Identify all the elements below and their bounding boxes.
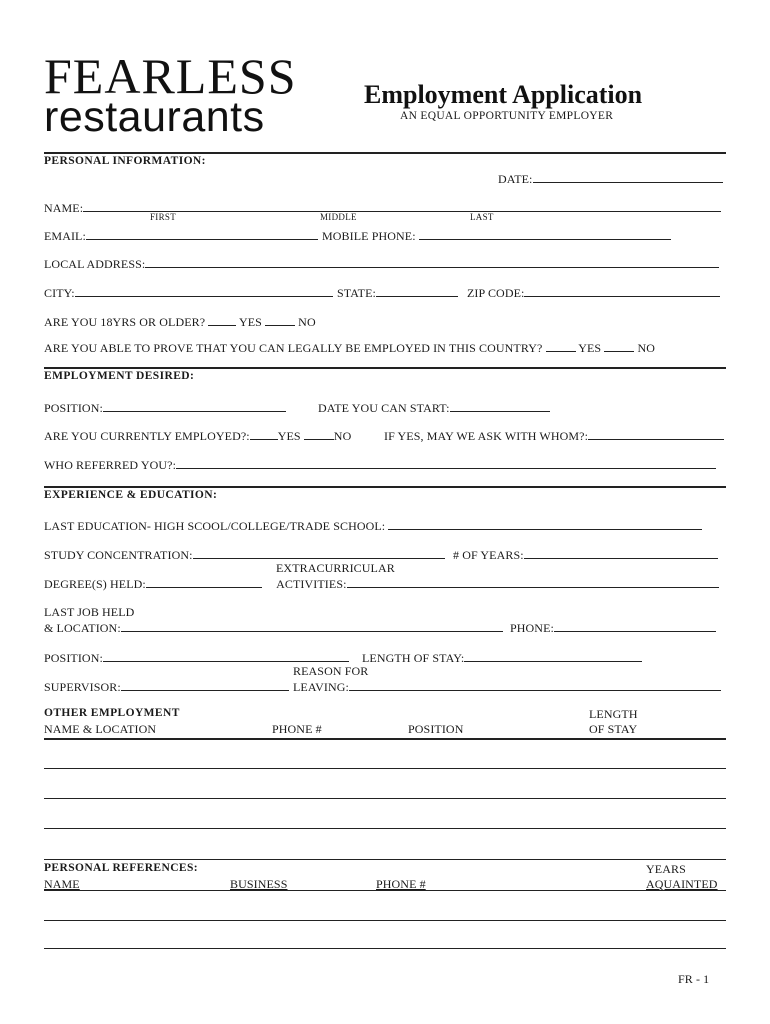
col-length-1: LENGTH (589, 707, 638, 721)
referred-label: WHO REFERRED YOU?: (44, 458, 177, 472)
last-job-phone-label: PHONE: (510, 621, 554, 635)
name-field[interactable] (44, 200, 721, 216)
col-phone: PHONE # (272, 722, 322, 736)
section-other-employment: OTHER EMPLOYMENT (44, 707, 180, 719)
last-position-input[interactable] (103, 650, 349, 662)
age-question-label: ARE YOU 18YRS OR OLDER? (44, 315, 206, 329)
last-job-input[interactable] (121, 620, 503, 632)
city-field[interactable] (44, 285, 333, 301)
whom-input[interactable] (588, 428, 724, 440)
divider (44, 486, 726, 488)
leaving-input[interactable] (349, 679, 721, 691)
last-job-label: LAST JOB HELD (44, 605, 135, 619)
length-stay-input[interactable] (464, 650, 642, 662)
activities-label: ACTIVITIES: (276, 577, 347, 591)
zip-field[interactable] (467, 285, 720, 301)
logo-restaurants: restaurants (44, 93, 265, 141)
last-job-phone-field[interactable] (510, 620, 716, 636)
last-job-location-label: & LOCATION: (44, 621, 121, 635)
reason-label: REASON FOR (293, 664, 369, 678)
state-field[interactable] (337, 285, 458, 301)
age-yes-label: YES (238, 315, 262, 329)
other-employment-row-4[interactable] (44, 859, 726, 860)
state-label: STATE: (337, 286, 376, 300)
whom-label: IF YES, MAY WE ASK WITH WHOM?: (384, 429, 589, 443)
age-yes-blank[interactable] (208, 314, 236, 326)
page-title: Employment Application (364, 80, 643, 109)
ref-col-phone: PHONE # (376, 877, 426, 891)
current-employed-question (44, 428, 351, 444)
other-employment-row-2[interactable] (44, 798, 726, 799)
last-education-field[interactable] (44, 518, 702, 534)
activities-field[interactable] (273, 576, 719, 592)
col-name-location: NAME & LOCATION (44, 722, 157, 736)
supervisor-field[interactable] (44, 679, 289, 695)
activities-input[interactable] (347, 576, 719, 588)
email-input[interactable] (86, 228, 318, 240)
start-date-input[interactable] (450, 400, 550, 412)
col-length-2: OF STAY (589, 722, 638, 736)
last-education-input[interactable] (388, 518, 702, 530)
first-caption: FIRST (150, 212, 177, 222)
city-input[interactable] (75, 285, 333, 297)
current-no-blank[interactable] (304, 428, 334, 440)
state-input[interactable] (376, 285, 458, 297)
mobile-input[interactable] (419, 228, 671, 240)
age-question (44, 314, 316, 330)
divider (44, 152, 726, 154)
length-stay-label: LENGTH OF STAY: (362, 651, 465, 665)
section-experience: EXPERIENCE & EDUCATION: (44, 489, 218, 501)
leaving-field[interactable] (293, 679, 721, 695)
current-yes-label: YES (277, 429, 301, 443)
position-desired-field[interactable] (44, 400, 286, 416)
legal-yes-blank[interactable] (546, 340, 576, 352)
name-input[interactable] (83, 200, 721, 212)
study-input[interactable] (193, 547, 445, 559)
leaving-label: LEAVING: (293, 680, 349, 694)
degree-field[interactable] (44, 576, 262, 592)
legal-yes-label: YES (578, 341, 602, 355)
last-education-label: LAST EDUCATION- HIGH SCOOL/COLLEGE/TRADE SCHOOL: (44, 519, 386, 533)
start-date-field[interactable] (318, 400, 550, 416)
zip-label: ZIP CODE: (467, 286, 525, 300)
age-no-blank[interactable] (265, 314, 295, 326)
ref-col-years-1: YEARS (646, 862, 686, 876)
other-employment-row-1[interactable] (44, 768, 726, 769)
divider (44, 367, 726, 369)
ref-col-years-2: AQUAINTED (646, 877, 718, 891)
mobile-label: MOBILE PHONE: (322, 229, 416, 243)
name-label: NAME: (44, 201, 84, 215)
study-label: STUDY CONCENTRATION: (44, 548, 193, 562)
ref-col-business: BUSINESS (230, 877, 288, 891)
supervisor-input[interactable] (121, 679, 289, 691)
section-employment: EMPLOYMENT DESIRED: (44, 370, 195, 382)
date-field[interactable] (498, 171, 723, 187)
section-references: PERSONAL REFERENCES: (44, 862, 199, 874)
current-yes-blank[interactable] (250, 428, 278, 440)
logo-fearless: FEARLESS (44, 48, 297, 104)
zip-input[interactable] (524, 285, 720, 297)
position-desired-input[interactable] (103, 400, 286, 412)
years-input[interactable] (524, 547, 718, 559)
last-position-label: POSITION: (44, 651, 103, 665)
ref-col-name: NAME (44, 877, 80, 891)
mobile-field[interactable] (322, 228, 671, 244)
page-number: FR - 1 (678, 972, 710, 986)
address-input[interactable] (145, 256, 719, 268)
referred-field[interactable] (44, 457, 716, 473)
reference-row-1[interactable] (44, 920, 726, 921)
date-label: DATE: (498, 172, 533, 186)
middle-caption: MIDDLE (320, 212, 357, 222)
degree-label: DEGREE(S) HELD: (44, 577, 146, 591)
last-job-field[interactable] (44, 620, 503, 636)
referred-input[interactable] (176, 457, 716, 469)
col-position: POSITION (408, 722, 464, 736)
address-label: LOCAL ADDRESS: (44, 257, 146, 271)
years-label: # OF YEARS: (453, 548, 524, 562)
city-label: CITY: (44, 286, 75, 300)
degree-input[interactable] (146, 576, 262, 588)
extracurricular-label: EXTRACURRICULAR (276, 561, 395, 575)
page-subtitle: AN EQUAL OPPORTUNITY EMPLOYER (400, 110, 614, 122)
legal-question-label: ARE YOU ABLE TO PROVE THAT YOU CAN LEGALLY BE EMPLOYED IN THIS COUNTRY? (44, 341, 543, 355)
date-input[interactable] (533, 171, 723, 183)
legal-no-blank[interactable] (604, 340, 634, 352)
last-job-phone-input[interactable] (554, 620, 716, 632)
reference-row-2[interactable] (44, 948, 726, 949)
legal-question (44, 340, 655, 356)
legal-no-label: NO (637, 341, 655, 355)
start-date-label: DATE YOU CAN START: (318, 401, 450, 415)
email-label: EMAIL: (44, 229, 86, 243)
email-field[interactable] (44, 228, 318, 244)
other-employment-row-3[interactable] (44, 828, 726, 829)
age-no-label: NO (298, 315, 316, 329)
whom-field[interactable] (384, 428, 724, 444)
current-employed-label: ARE YOU CURRENTLY EMPLOYED?: (44, 429, 250, 443)
position-desired-label: POSITION: (44, 401, 103, 415)
table-header-rule (44, 738, 726, 740)
last-caption: LAST (470, 212, 494, 222)
years-field[interactable] (453, 547, 718, 563)
section-personal: PERSONAL INFORMATION: (44, 155, 206, 167)
supervisor-label: SUPERVISOR: (44, 680, 121, 694)
length-stay-field[interactable] (362, 650, 642, 666)
current-no-label: NO (333, 429, 352, 443)
address-field[interactable] (44, 256, 719, 272)
ref-header-rule (44, 890, 726, 891)
